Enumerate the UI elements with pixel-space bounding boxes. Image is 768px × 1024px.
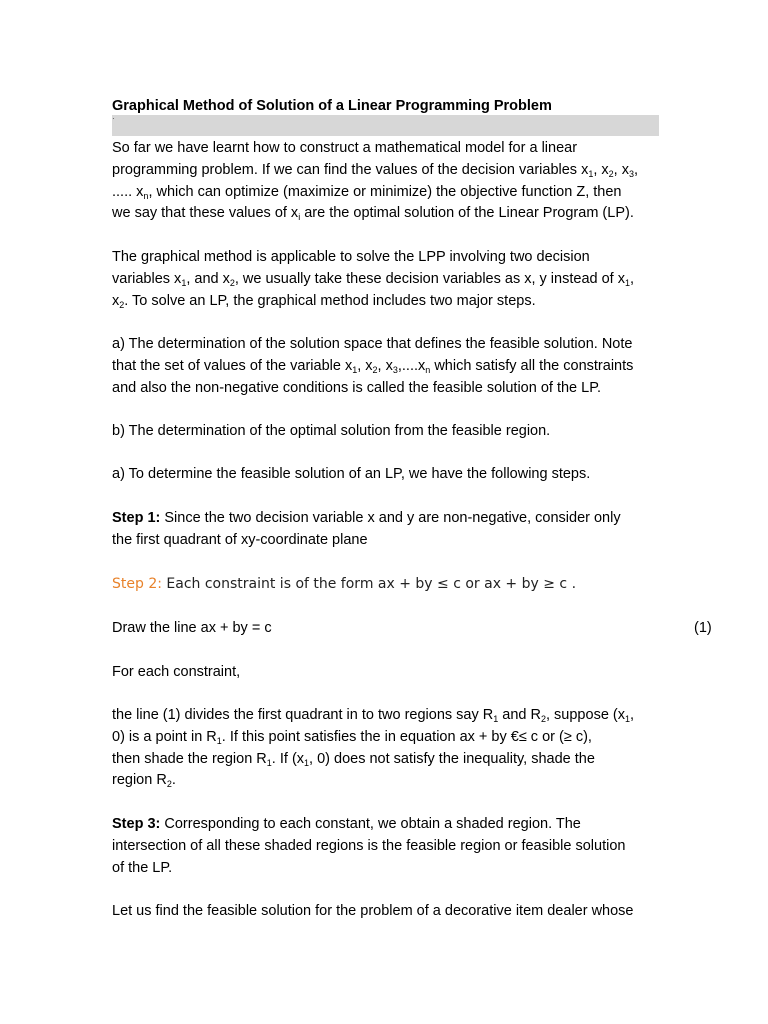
gray-header-bar — [112, 115, 659, 136]
paragraph-last-line: Let us find the feasible solution for the problem of a decorative item dealer whose — [112, 903, 634, 919]
paragraph-optimal-solution: b) The determination of the optimal solution from the feasible region. — [112, 423, 551, 439]
paragraph-regions: the line (1) divides the first quadrant in to two regions say $R_1$ and $R_2$, suppose ($x_1$, 0) is a point in $R_1$. If this point satisfies the in equation ax + by €≤ c or (≥ c), then shade the region $R_1$. If ($x_1$, 0) does not satisfy the inequality, shade the region $R_2$. — [112, 707, 635, 790]
gray-bar-mark: · — [112, 114, 115, 123]
paragraph-intro: So far we have learnt how to construct a mathematical model for a linear programming problem. If we can find the values of the decision variables $x_1$, $x_2$, $x_3$, ..... $x_n$, which can optimize (maximize or minimize) the objective function Z, then we say that these values of $x_i$ are the optimal solution of the Linear Program (LP). — [112, 140, 639, 223]
paragraph-solution-space: a) The determination of the solution space that defines the feasible solution. Note that the set of values of the variable $x_1$, $x_2$, $x_3,....x_n$ which satisfy all the constraints and also the non-negative conditions is called the feasible solution of the LP. — [112, 336, 634, 396]
step-2-label: Step 2: — [112, 576, 162, 592]
draw-line-row: Draw the line ax + by = c (1) — [112, 618, 672, 640]
equation-number: (1) — [694, 620, 712, 636]
step-1: Step 1: Since the two decision variable x and y are non-negative, consider only the first quadrant of xy-coordinate plane — [112, 510, 621, 548]
step-3-label: Step 3: — [112, 816, 161, 832]
step-1-label: Step 1: — [112, 510, 161, 526]
for-each-constraint: For each constraint, — [112, 664, 241, 680]
step-3: Step 3: Corresponding to each constant, we obtain a shaded region. The intersection of all these shaded regions is the feasible region or feasible solution of the LP. — [112, 816, 626, 876]
paragraph-steps-intro: a) To determine the feasible solution of an LP, we have the following steps. — [112, 466, 591, 482]
step-2: Step 2: Each constraint is of the form ax + by ≤ c or ax + by ≥ c . — [112, 576, 577, 592]
document-heading: Graphical Method of Solution of a Linear Programming Problem — [112, 98, 552, 114]
paragraph-graphical-method: The graphical method is applicable to solve the LPP involving two decision variables $x_1$, and $x_2$, we usually take these decision variables as x, y instead of $x_1$, $x_2$. To solve an LP, the graphical method includes two major steps. — [112, 249, 635, 310]
